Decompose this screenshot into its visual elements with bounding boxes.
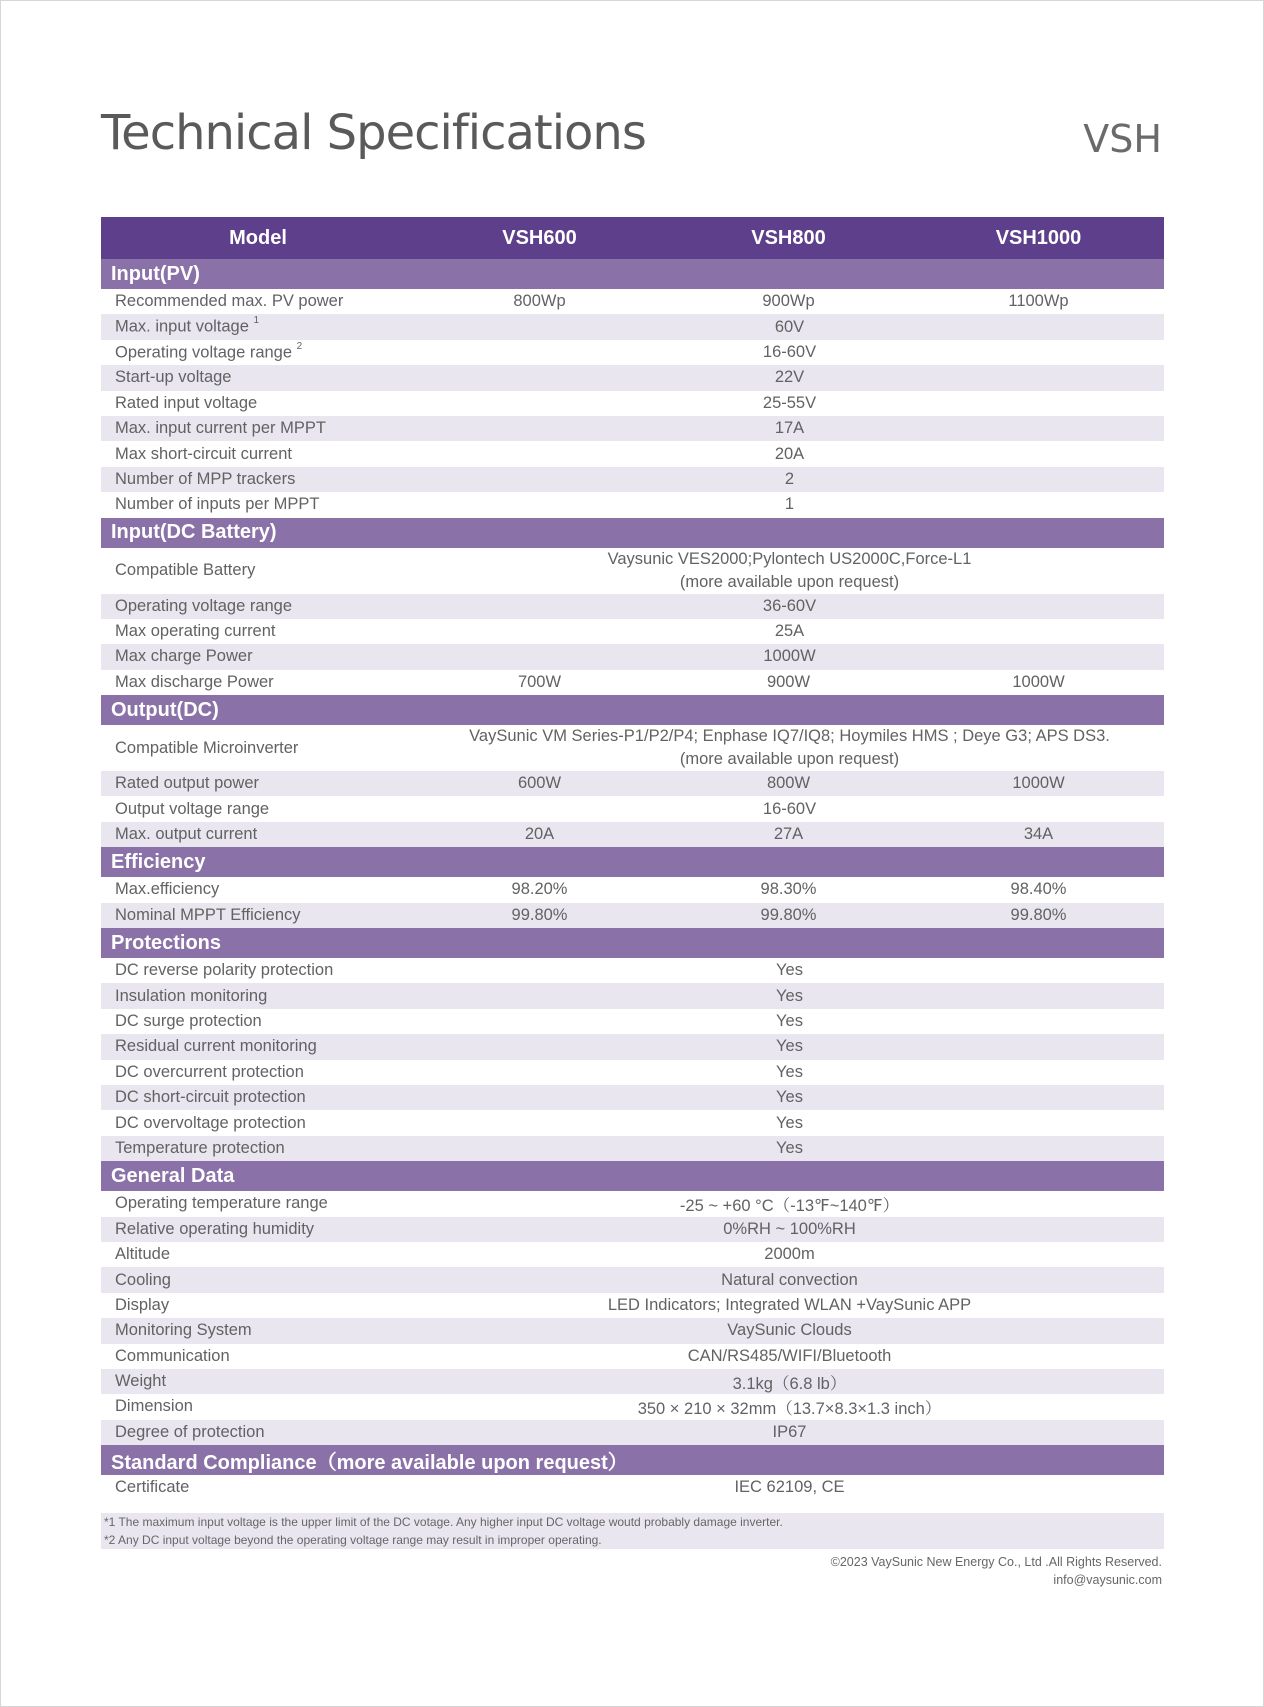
row-value [415,1136,1164,1161]
row-label [101,594,415,619]
row-value [415,958,1164,983]
row-label-text: Nominal MPPT Efficiency [115,905,301,924]
row-value: 98.30% [760,880,817,899]
row-label [101,391,415,416]
row-label [101,1475,415,1500]
footnote-marker: 2 [296,340,303,352]
row-value-text: Yes [776,1062,803,1081]
row-value [415,1394,1164,1419]
row-value: 1000W [913,771,1164,796]
table-row [101,416,1164,441]
column-header: Model [101,217,415,259]
row-label-text: DC reverse polarity protection [115,961,334,980]
row-value [415,340,1164,365]
row-value [415,1060,1164,1085]
row-value-text: 2 [784,469,795,488]
table-row [101,1267,1164,1292]
table-row [101,983,1164,1008]
row-value: 800Wp [513,292,566,311]
row-label-text: DC overcurrent protection [115,1062,304,1081]
row-value [415,365,1164,390]
table-row [101,1110,1164,1135]
row-label-text: Dimension [115,1397,193,1416]
row-value-subtext: (more available upon request) [679,572,900,591]
row-value-text: 36-60V [762,596,817,615]
row-value [415,796,1164,821]
row-label [101,1242,415,1267]
row-value [415,1369,1164,1394]
table-row [101,391,1164,416]
table-row [101,1242,1164,1267]
row-value-text: 17A [774,419,805,438]
column-header: VSH800 [664,217,913,259]
row-value [415,1085,1164,1110]
table-row [101,1191,1164,1216]
copyright-text: ©2023 VaySunic New Energy Co., Ltd .All Rights Reserved. [830,1555,1162,1569]
row-value [415,492,1164,517]
section-header-row [101,847,1164,877]
row-value [415,391,1164,416]
row-value-text: 60V [774,317,805,336]
row-value-text: CAN/RS485/WIFI/Bluetooth [687,1346,892,1365]
row-value [415,983,1164,1008]
section-header-row [101,1161,1164,1191]
table-row [101,1034,1164,1059]
section-title: Output(DC) [101,695,1164,725]
row-value [415,1009,1164,1034]
row-value-subtext: (more available upon request) [679,750,900,769]
row-label-text: Max operating current [115,622,276,641]
row-value-text: 1 [784,495,795,514]
row-label [101,1110,415,1135]
row-label [101,619,415,644]
row-label-text: Max charge Power [115,647,253,666]
row-label [101,796,415,821]
row-value: 1100Wp [1008,292,1069,311]
section-title: Efficiency [101,847,1164,877]
row-value-text: Yes [776,1012,803,1030]
table-row [101,441,1164,466]
footnote-marker: 1 [253,315,260,327]
row-value [415,1420,1164,1445]
row-value: 98.20% [511,880,568,899]
row-label [101,1318,415,1343]
row-value-text: Yes [776,1037,803,1056]
row-value: 1000W [1012,672,1065,691]
row-label [101,877,415,902]
row-value: 99.80% [415,903,664,928]
row-label [101,725,415,771]
table-row [101,1009,1164,1034]
row-label [101,416,415,441]
row-value-text: Yes [776,1113,803,1132]
section-title: Standard Compliance（more available upon request） [101,1445,1164,1475]
row-label [101,644,415,669]
row-value-text: Yes [776,961,803,980]
table-row [101,467,1164,492]
row-label-text: Operating voltage range [115,596,293,615]
section-title: Input(DC Battery) [101,518,1164,548]
section-header-row [101,695,1164,725]
row-label-text: Certificate [115,1478,190,1497]
row-label-text: Residual current monitoring [115,1037,317,1056]
table-row [101,365,1164,390]
row-label-text: Operating voltage range [115,343,293,362]
table-row [101,903,1164,928]
row-label-text: Number of MPP trackers [115,469,296,488]
row-label-text: Compatible Microinverter [115,738,299,757]
row-value [415,1242,1164,1267]
row-label-text: Max.efficiency [115,880,220,899]
row-label [101,958,415,983]
row-label-text: DC overvoltage protection [115,1113,306,1132]
table-header-row [101,217,1164,259]
row-label-text: Relative operating humidity [115,1219,315,1238]
row-label-text: Compatible Battery [115,561,256,580]
table-row [101,644,1164,669]
row-value-text: IEC 62109, CE [734,1478,845,1497]
row-label [101,1191,415,1216]
table-row [101,619,1164,644]
spec-table-body [101,217,1164,1500]
row-label [101,1267,415,1292]
row-label [101,467,415,492]
row-value-text: 16-60V [762,342,817,361]
column-header: VSH600 [415,217,664,259]
table-row [101,771,1164,796]
table-row [101,1420,1164,1445]
row-label [101,1369,415,1394]
row-label [101,1060,415,1085]
table-row [101,1475,1164,1500]
row-value [415,1217,1164,1242]
section-title: General Data [101,1161,1164,1191]
row-label [101,1136,415,1161]
row-value: 34A [913,822,1164,847]
row-value: 99.80% [913,903,1164,928]
row-label [101,314,415,339]
row-value-text: 0%RH ~ 100%RH [723,1219,856,1238]
page-title: Technical Specifications [101,105,646,161]
row-value: 900Wp [762,292,815,311]
row-value-text: 25-55V [762,393,817,412]
table-row [101,1394,1164,1419]
row-label-text: Output voltage range [115,799,270,818]
row-label [101,1085,415,1110]
row-label-text: Degree of protection [115,1422,265,1441]
table-row [101,1217,1164,1242]
row-value [415,416,1164,441]
row-label-text: Temperature protection [115,1138,285,1157]
section-title: Input(PV) [101,259,1164,289]
table-row [101,594,1164,619]
row-label [101,1344,415,1369]
row-label-text: Weight [115,1372,167,1391]
table-row [101,314,1164,339]
row-label [101,340,415,365]
section-title: Protections [101,928,1164,958]
row-label-text: Max. input voltage [115,317,249,336]
row-label [101,548,415,594]
row-value [415,1191,1164,1216]
row-value [415,1318,1164,1343]
row-value-text: 2000m [764,1245,815,1264]
row-value [415,548,1164,594]
row-label-text: Max short-circuit current [115,444,292,463]
row-value: 27A [664,822,913,847]
row-value-text: LED Indicators; Integrated WLAN +VaySunic APP [607,1295,972,1314]
row-value: 20A [415,822,664,847]
row-value-text: 350 × 210 × 32mm（13.7×8.3×1.3 inch） [637,1399,942,1418]
row-value-text: 22V [774,368,805,387]
table-row [101,1369,1164,1394]
row-label-text: Rated output power [115,774,260,793]
row-value [415,1475,1164,1500]
table-row [101,340,1164,365]
row-value-text: Yes [776,1138,803,1157]
row-value [415,1344,1164,1369]
row-label-text: Start-up voltage [115,368,232,387]
contact-email: info@vaysunic.com [1053,1573,1162,1587]
section-header-row [101,1445,1164,1475]
row-value-text: VaySunic VM Series-P1/P2/P4; Enphase IQ7/IQ8; Hoymiles HMS ; Deye G3; APS DS3. [469,727,1110,746]
row-label-text: Max. output current [115,825,258,844]
row-value-text: -25 ~ +60 °C（-13℉~140℉） [679,1196,900,1215]
row-value [415,619,1164,644]
row-value: 800W [664,771,913,796]
table-row [101,1293,1164,1318]
row-label [101,1217,415,1242]
table-row [101,1060,1164,1085]
row-label-text: DC surge protection [115,1012,262,1030]
row-value [415,594,1164,619]
row-value [415,725,1164,771]
footnotes [101,1513,1164,1549]
row-value-text: 25A [774,622,805,641]
row-label-text: DC short-circuit protection [115,1088,306,1107]
row-label [101,771,415,796]
row-value: 98.40% [1010,880,1067,899]
table-row [101,548,1164,594]
row-value-text: 16-60V [762,799,817,818]
row-value-text: Natural convection [721,1270,858,1289]
table-row [101,725,1164,771]
row-label-text: Altitude [115,1245,171,1264]
row-label [101,365,415,390]
row-value-text: 20A [774,444,805,463]
row-label-text: Operating temperature range [115,1194,328,1213]
table-row [101,877,1164,902]
row-value-text: 3.1kg（6.8 lb） [732,1374,847,1393]
row-value-text: Yes [776,1088,803,1107]
row-value-text: IP67 [772,1422,807,1441]
table-row [101,1085,1164,1110]
table-row [101,958,1164,983]
row-value-text: VaySunic Clouds [727,1321,852,1340]
row-label [101,983,415,1008]
row-value [415,1267,1164,1292]
row-value [415,1034,1164,1059]
spec-table [101,217,1164,1500]
row-value-text: 1000W [763,647,816,666]
row-value: 700W [517,672,562,691]
row-label [101,903,415,928]
table-row [101,289,1164,314]
row-label-text: Number of inputs per MPPT [115,495,320,514]
row-value [415,441,1164,466]
row-label-text: Rated input voltage [115,393,258,412]
row-label [101,670,415,695]
row-value [415,467,1164,492]
table-row [101,670,1164,695]
section-header-row [101,518,1164,548]
row-value-text: Yes [776,986,803,1005]
series-name: VSH [1083,117,1162,161]
row-value: 99.80% [664,903,913,928]
row-label-text: Recommended max. PV power [115,292,344,311]
row-label-text: Monitoring System [115,1321,252,1340]
table-row [101,1318,1164,1343]
section-header-row [101,928,1164,958]
table-row [101,822,1164,847]
footer [831,1553,1162,1589]
table-row [101,1136,1164,1161]
row-value [415,1110,1164,1135]
row-label-text: Cooling [115,1270,171,1289]
row-label [101,1420,415,1445]
footnote-2: *2 Any DC input voltage beyond the operating voltage range may result in improper operating. [104,1533,602,1547]
row-value: 600W [415,771,664,796]
row-value [415,1293,1164,1318]
section-header-row [101,259,1164,289]
row-label [101,1293,415,1318]
row-value: 900W [766,672,811,691]
table-row [101,1344,1164,1369]
row-label-text: Max. input current per MPPT [115,419,326,438]
row-value [415,644,1164,669]
row-label [101,289,415,314]
table-row [101,796,1164,821]
column-header: VSH1000 [913,217,1164,259]
row-label [101,1394,415,1419]
footnote-1: *1 The maximum input voltage is the upper limit of the DC votage. Any higher input DC voltage woutd probably damage inverter. [104,1515,783,1529]
row-label [101,1034,415,1059]
row-label [101,1009,415,1034]
row-label [101,441,415,466]
row-label-text: Display [115,1295,170,1314]
row-value-text: Vaysunic VES2000;Pylontech US2000C,Force-L1 [607,549,972,568]
row-label [101,822,415,847]
row-value [415,314,1164,339]
row-label [101,492,415,517]
table-row [101,492,1164,517]
row-label-text: Communication [115,1346,230,1365]
row-label-text: Max discharge Power [115,672,274,691]
row-label-text: Insulation monitoring [115,986,268,1005]
